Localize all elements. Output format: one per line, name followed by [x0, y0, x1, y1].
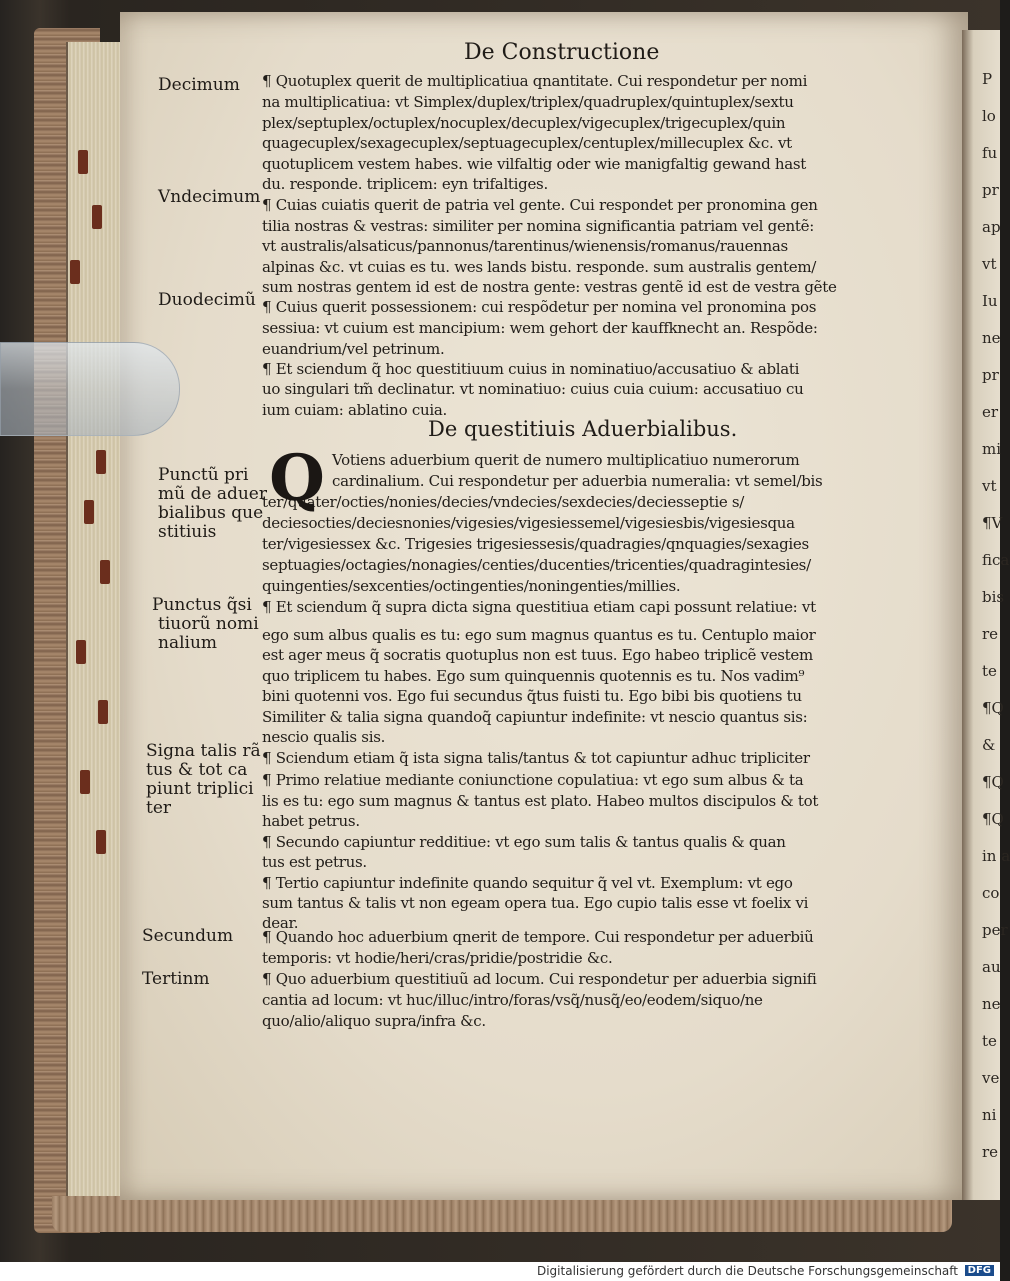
margin-note: Vndecimum [158, 187, 261, 207]
text-line: ium cuiam: ablatino cuia. [262, 401, 447, 419]
page-title: De Constructione [464, 40, 660, 65]
text-line: tilia nostras & vestras: similiter per nomina significantia patriam vel gentẽ: [262, 217, 814, 235]
text-line: quo triplicem tu habes. Ego sum quinquennis quotennis es tu. Nos vadim⁹ [262, 667, 805, 685]
facing-page-text: co [982, 884, 1000, 902]
text-line: habet petrus. [262, 812, 360, 830]
text-line: ¶ Sciendum etiam q̃ ista signa talis/tantus & tot capiuntur adhuc tripliciter [262, 749, 810, 767]
margin-note: nalium [158, 633, 218, 653]
index-tab [96, 830, 106, 854]
facing-page-text: fu [982, 144, 998, 162]
margin-note: Tertinm [142, 969, 210, 989]
facing-page-text: pr [982, 181, 999, 199]
margin-note: stitiuis [158, 522, 217, 542]
decorated-initial: Q [269, 441, 325, 516]
text-line: uo singulari tm̃ declinatur. vt nominatiuo: cuius cuia cuium: accusatiuo cu [262, 380, 804, 398]
facing-page-text: lo [982, 107, 996, 125]
facing-page-text: te [982, 1032, 997, 1050]
facing-page-text: ne [982, 329, 1001, 347]
text-line: sum tantus & talis vt non egeam opera tua. Ego cupio talis esse vt foelix vi [262, 894, 809, 912]
index-tab [84, 500, 94, 524]
dfg-logo: DFG [965, 1265, 994, 1276]
facing-page-text: vt [982, 255, 997, 273]
index-tab [100, 560, 110, 584]
facing-page-text: pr [982, 366, 999, 384]
facing-page-text: P [982, 70, 993, 88]
facing-page-text: re [982, 625, 999, 643]
text-line: ¶ Secundo capiuntur redditiue: vt ego sum talis & tantus qualis & quan [262, 833, 786, 851]
text-line: Votiens aduerbium querit de numero multiplicatiuo numerorum [332, 451, 800, 469]
margin-note: mũ de aduer [158, 484, 267, 504]
text-line: bini quotenni vos. Ego fui secundus q̃tus fuisti tu. Ego bibi bis quotiens tu [262, 687, 802, 705]
text-line: ¶ Primo relatiue mediante coniunctione copulatiua: vt ego sum albus & ta [262, 771, 804, 789]
text-line: ¶ Cuias cuiatis querit de patria vel gente. Cui respondet per pronomina gen [262, 196, 818, 214]
text-line: ¶ Quo aduerbium questitiuũ ad locum. Cui respondetur per aduerbia signifi [262, 970, 817, 988]
facing-page-text: in a [982, 847, 1010, 865]
facing-page-text: ¶V [982, 514, 1003, 532]
text-line: cardinalium. Cui respondetur per aduerbia numeralia: vt semel/bis [332, 472, 823, 490]
text-line: quo/alio/aliquo supra/infra &c. [262, 1012, 486, 1030]
margin-note: bialibus que [158, 503, 264, 523]
margin-note: ter [146, 798, 172, 818]
facing-page-text: bis [982, 588, 1005, 606]
text-line: temporis: vt hodie/heri/cras/pridie/postridie &c. [262, 949, 613, 967]
text-line: ter/vigesiessex &c. Trigesies trigesiessesis/quadragies/qnquagies/sexagies [262, 535, 809, 553]
text-line: dear. [262, 914, 299, 932]
index-tab [98, 700, 108, 724]
text-line: tus est petrus. [262, 853, 367, 871]
facing-page-text: fica [982, 551, 1010, 569]
text-line: nescio qualis sis. [262, 728, 386, 746]
text-line: alpinas &c. vt cuias es tu. wes lands bistu. responde. sum australis gentem/ [262, 258, 817, 276]
text-line: septuagies/octagies/nonagies/centies/ducenties/tricenties/quadragintesies/ [262, 556, 811, 574]
text-line: ¶ Cuius querit possessionem: cui respõdetur per nomina vel pronomina pos [262, 298, 817, 316]
text-line: deciesocties/deciesnonies/vigesies/vigesiessemel/vigesiesbis/vigesiesqua [262, 514, 795, 532]
text-line: na multiplicatiua: vt Simplex/duplex/triplex/quadruplex/quintuplex/sextu [262, 93, 794, 111]
facing-page-text: te [982, 662, 997, 680]
facing-page-text: per [982, 921, 1008, 939]
text-line: euandrium/vel petrinum. [262, 340, 445, 358]
facing-page-text: ¶Q [982, 773, 1004, 791]
text-line: ¶ Quando hoc aduerbium qnerit de tempore. Cui respondetur per aduerbiũ [262, 928, 814, 946]
text-line: ¶ Tertio capiuntur indefinite quando sequitur q̃ vel vt. Exemplum: vt ego [262, 874, 793, 892]
facing-page-text: ni [982, 1106, 997, 1124]
margin-note: Signa talis rã [146, 741, 261, 761]
facing-page-text: au [982, 958, 1001, 976]
reading-ruler [0, 342, 180, 436]
margin-note: Secundum [142, 926, 234, 946]
facing-page-text: vt [982, 477, 997, 495]
facing-page-text: ne [982, 995, 1001, 1013]
facing-page-text: er [982, 403, 999, 421]
text-line: quingenties/sexcenties/octingenties/noningenties/millies. [262, 577, 681, 595]
facing-page-edge [962, 30, 1010, 1200]
facing-page-text: mi [982, 440, 1002, 458]
index-tab [96, 450, 106, 474]
footer-bar [0, 1262, 1000, 1281]
margin-note: tus & tot ca [146, 760, 248, 780]
text-line: sessiua: vt cuium est mancipium: wem gehort der kauffknecht an. Respõde: [262, 319, 818, 337]
section-heading: De questitiuis Aduerbialibus. [428, 417, 738, 441]
margin-note: Duodecimũ [158, 290, 256, 310]
margin-note: Punctũ pri [158, 465, 249, 485]
text-line: quotuplicem vestem habes. wie vilfaltig oder wie manigfaltig gewand hast [262, 155, 807, 173]
text-line: Similiter & talia signa quandoq̃ capiuntur indefinite: vt nescio quantus sis: [262, 708, 808, 726]
text-line: ¶ Quotuplex querit de multiplicatiua qnantitate. Cui respondetur per nomi [262, 72, 808, 90]
index-tab [92, 205, 102, 229]
index-tab [80, 770, 90, 794]
text-line: sum nostras gentem id est de nostra gente: vestras gentẽ id est de vestra gẽte [262, 278, 837, 296]
text-line: ¶ Et sciendum q̃ hoc questitiuum cuius in nominatiuo/accusatiuo & ablati [262, 360, 800, 378]
margin-note: piunt triplici [146, 779, 254, 799]
margin-note: Punctus q̃si [152, 595, 252, 615]
funding-notice: Digitalisierung gefördert durch die Deutsche Forschungsgemeinschaft [536, 1264, 958, 1278]
text-line: cantia ad locum: vt huc/illuc/intro/foras/vsq̃/nusq̃/eo/eodem/siquo/ne [262, 991, 763, 1009]
text-line: plex/septuplex/octuplex/nocuplex/decuplex/vigecuplex/trigecuplex/quin [262, 114, 786, 132]
index-tab [78, 150, 88, 174]
facing-page-text: re [982, 1143, 999, 1161]
text-line: lis es tu: ego sum magnus & tantus est plato. Habeo multos discipulos & tot [262, 792, 819, 810]
facing-page-text: ve [982, 1069, 1000, 1087]
text-line: du. responde. triplicem: eyn trifaltiges. [262, 175, 548, 193]
index-tab [76, 640, 86, 664]
bottom-cover-edge [52, 1196, 952, 1232]
facing-page-text: ap [982, 218, 1001, 236]
text-line: ter/quater/octies/nonies/decies/vndecies/sexdecies/deciesseptie s/ [262, 493, 745, 511]
margin-note: Decimum [158, 75, 240, 95]
margin-note: tiuorũ nomi [158, 614, 259, 634]
index-tab [70, 260, 80, 284]
facing-page-text: ¶Q [982, 810, 1004, 828]
text-line: ¶ Et sciendum q̃ supra dicta signa questitiua etiam capi possunt relatiue: vt [262, 598, 816, 616]
text-line: est ager meus q̃ socratis quotuplus non est tuus. Ego habeo triplicẽ vestem [262, 646, 813, 664]
facing-page-text: Iu [982, 292, 998, 310]
facing-page-text: & [982, 736, 996, 754]
facing-page-text: ¶Q [982, 699, 1004, 717]
text-line: vt australis/alsaticus/pannonus/tarentinus/wienensis/romanus/rauennas [262, 237, 788, 255]
text-line: ego sum albus qualis es tu: ego sum magnus quantus es tu. Centuplo maior [262, 626, 816, 644]
text-line: quagecuplex/sexagecuplex/septuagecuplex/centuplex/millecuplex &c. vt [262, 134, 792, 152]
